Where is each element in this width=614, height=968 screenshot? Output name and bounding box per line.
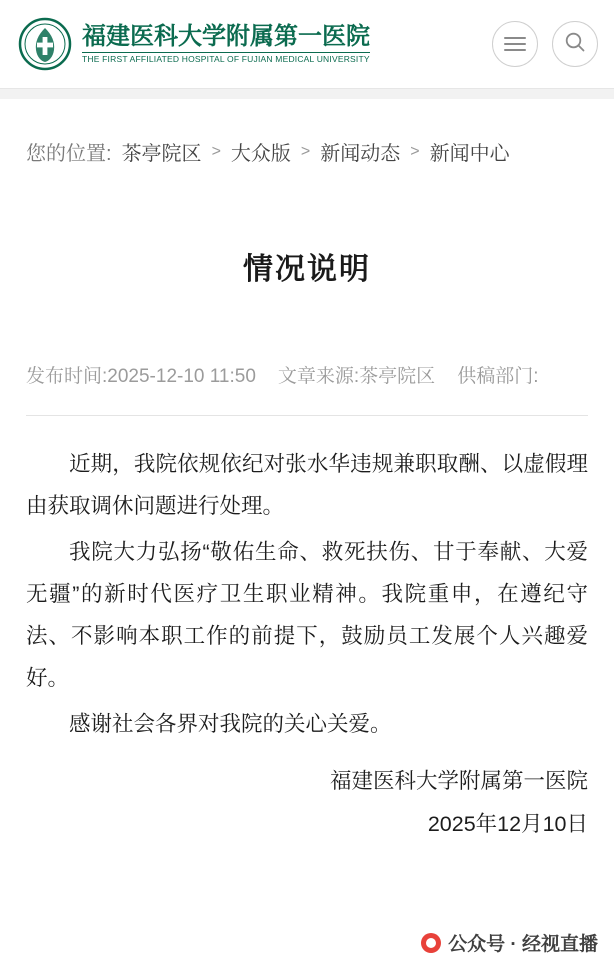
breadcrumb-item-1[interactable]: 大众版 (230, 143, 291, 165)
site-logo[interactable] (18, 17, 370, 71)
publish-time-label: 发布时间: (26, 366, 108, 387)
article-meta (26, 360, 588, 393)
article-paragraph: 近期，我院依规依纪对张水华违规兼职取酬、以虚假理由获取调休问题进行处理。 (26, 452, 588, 519)
article-sign-date: 2025年12月10日 (427, 811, 588, 836)
logo-title-en: THE FIRST AFFILIATED HOSPITAL OF FUJIAN MEDICAL UNIVERSITY (82, 54, 370, 65)
watermark-text: 公众号 · 经视直播 (448, 934, 598, 955)
article-signature: 福建医科大学附属第一医院 (329, 768, 588, 793)
dept-label: 供稿部门: (457, 366, 539, 387)
site-header (0, 0, 614, 88)
article-paragraph: 我院大力弘扬“敬佑生命、救死扶伤、甘于奉献、大爱无疆”的新时代医疗卫生职业精神。我院重申，在遵纪守法、不影响本职工作的前提下，鼓励员工发展个人兴趣爱好。 (26, 540, 588, 690)
hospital-emblem-icon (18, 17, 72, 71)
article-body (26, 444, 588, 845)
hamburger-menu-button[interactable] (492, 21, 538, 67)
breadcrumb-separator-icon: > (410, 142, 420, 160)
article-paragraph: 感谢社会各界对我院的关心关爱。 (69, 711, 392, 736)
wechat-official-account-icon (421, 933, 441, 953)
breadcrumb-item-2[interactable]: 新闻动态 (320, 143, 401, 165)
breadcrumb-item-0[interactable]: 茶亭院区 (121, 143, 202, 165)
breadcrumb-separator-icon: > (211, 142, 221, 160)
article-content (0, 99, 614, 846)
breadcrumb-separator-icon: > (300, 142, 311, 160)
header-grey-band (0, 89, 614, 99)
hamburger-menu-icon (504, 37, 526, 51)
publish-time-value: 2025-12-10 11:50 (107, 366, 256, 387)
breadcrumb-label: 您的位置: (26, 143, 112, 165)
search-button[interactable] (552, 21, 598, 67)
logo-text-block (82, 24, 370, 64)
meta-divider (26, 415, 588, 416)
search-icon (564, 31, 586, 58)
breadcrumb (26, 99, 588, 166)
page-title: 情况说明 (243, 253, 371, 286)
logo-title-cn: 福建医科大学附属第一医院 (82, 22, 370, 50)
breadcrumb-item-3[interactable]: 新闻中心 (429, 143, 510, 165)
source-label: 文章来源: (277, 366, 360, 387)
source-value: 茶亭院区 (359, 366, 436, 387)
watermark (421, 929, 598, 956)
header-actions (492, 21, 598, 67)
